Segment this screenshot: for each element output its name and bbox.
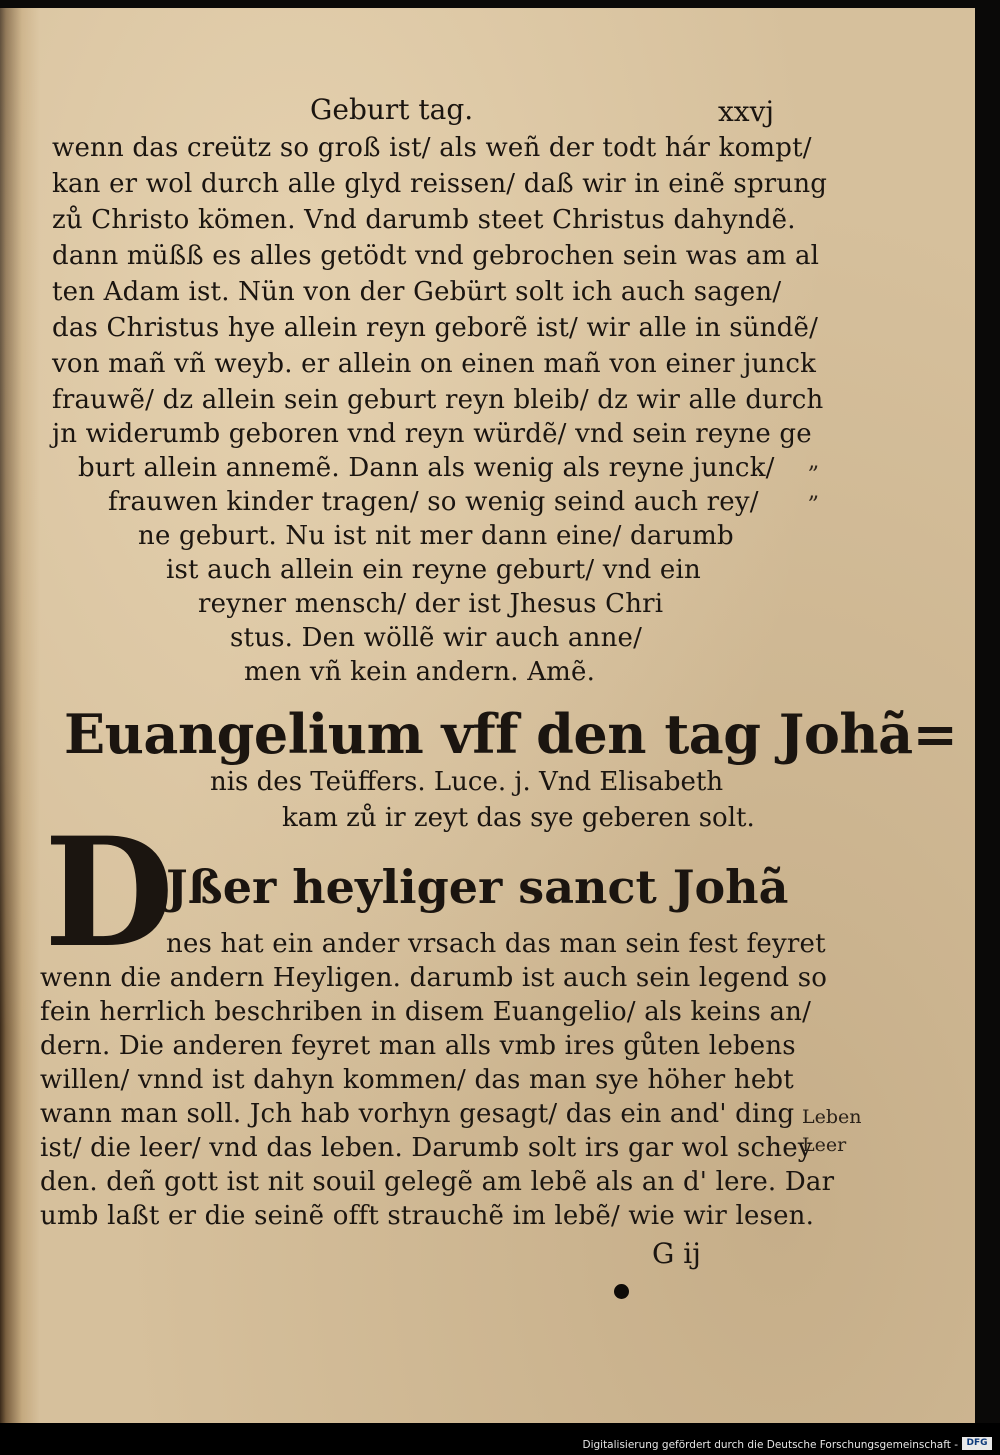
- section-heading-subline: nis des Teüffers. Luce. j. Vnd Elisabeth: [210, 767, 724, 797]
- body-first-line: Jßer heyliger sanct Johã: [166, 860, 789, 914]
- drop-cap: D: [44, 805, 175, 981]
- text-line: ten Adam ist. Nün von der Gebürt solt ich auch sagen/: [52, 277, 782, 307]
- text-line: jn widerumb geboren vnd reyn würdẽ/ vnd sein reyne ge: [52, 419, 812, 449]
- text-line: reyner mensch/ der ist Jhesus Chri: [198, 589, 664, 619]
- text-line: dann müßß es alles getödt vnd gebrochen sein was am al: [52, 241, 820, 271]
- text-line: ne geburt. Nu ist nit mer dann eine/ darumb: [138, 521, 734, 551]
- text-line: men vñ kein andern. Amẽ.: [244, 657, 596, 687]
- running-head-folio: xxvj: [718, 95, 775, 128]
- text-line: das Christus hye allein reyn geborẽ ist/ wir alle in sündẽ/: [52, 313, 819, 343]
- margin-note-leer: Leer: [802, 1134, 847, 1156]
- text-line: stus. Den wöllẽ wir auch anne/: [230, 623, 643, 653]
- text-line: frauwen kinder tragen/ so wenig seind auch rey/: [108, 487, 759, 517]
- marginal-quote-mark: „: [808, 449, 820, 474]
- text-line: umb laßt er die seinẽ offt strauchẽ im lebẽ/ wie wir lesen.: [40, 1201, 815, 1231]
- signature-mark: G ij: [652, 1237, 701, 1270]
- text-line: wenn das creütz so groß ist/ als weñ der todt hár kompt/: [52, 133, 812, 163]
- running-head-title: Geburt tag.: [310, 93, 474, 126]
- text-line: dern. Die anderen feyret man alls vmb ires gůten lebens: [40, 1031, 796, 1061]
- text-line: von mañ vñ weyb. er allein on einen mañ von einer junck: [52, 349, 817, 379]
- text-line: den. deñ gott ist nit souil gelegẽ am lebẽ als an d' lere. Dar: [40, 1167, 835, 1197]
- section-heading: Euangelium vff den tag Johã=: [64, 702, 958, 766]
- text-line: fein herrlich beschriben in disem Euangelio/ als keins an/: [40, 997, 812, 1027]
- text-line: frauwẽ/ dz allein sein geburt reyn bleib/ dz wir alle durch: [52, 385, 824, 415]
- text-line: kan er wol durch alle glyd reissen/ daß wir in einẽ sprung: [52, 169, 828, 199]
- text-line: zů Christo kömen. Vnd darumb steet Christus dahyndẽ.: [52, 205, 796, 235]
- text-line: burt allein annemẽ. Dann als wenig als reyne junck/: [78, 453, 775, 483]
- text-line: nes hat ein ander vrsach das man sein fest feyret: [166, 929, 826, 959]
- text-line: wann man soll. Jch hab vorhyn gesagt/ das ein and' ding: [40, 1099, 795, 1129]
- book-page: [0, 8, 975, 1423]
- text-line: willen/ vnnd ist dahyn kommen/ das man sye höher hebt: [40, 1065, 794, 1095]
- marginal-quote-mark: „: [808, 479, 820, 504]
- footer-credit: Digitalisierung gefördert durch die Deutsche Forschungsgemeinschaft -: [582, 1439, 958, 1451]
- text-line: wenn die andern Heyligen. darumb ist auch sein legend so: [40, 963, 828, 993]
- ink-dot: [614, 1284, 629, 1299]
- margin-note-leben: Leben: [802, 1106, 862, 1128]
- dfg-logo: DFG: [962, 1437, 992, 1450]
- section-heading-subline: kam zů ir zeyt das sye geberen solt.: [282, 803, 755, 833]
- text-line: ist/ die leer/ vnd das leben. Darumb solt irs gar wol schey: [40, 1133, 813, 1163]
- text-line: ist auch allein ein reyne geburt/ vnd ein: [166, 555, 701, 585]
